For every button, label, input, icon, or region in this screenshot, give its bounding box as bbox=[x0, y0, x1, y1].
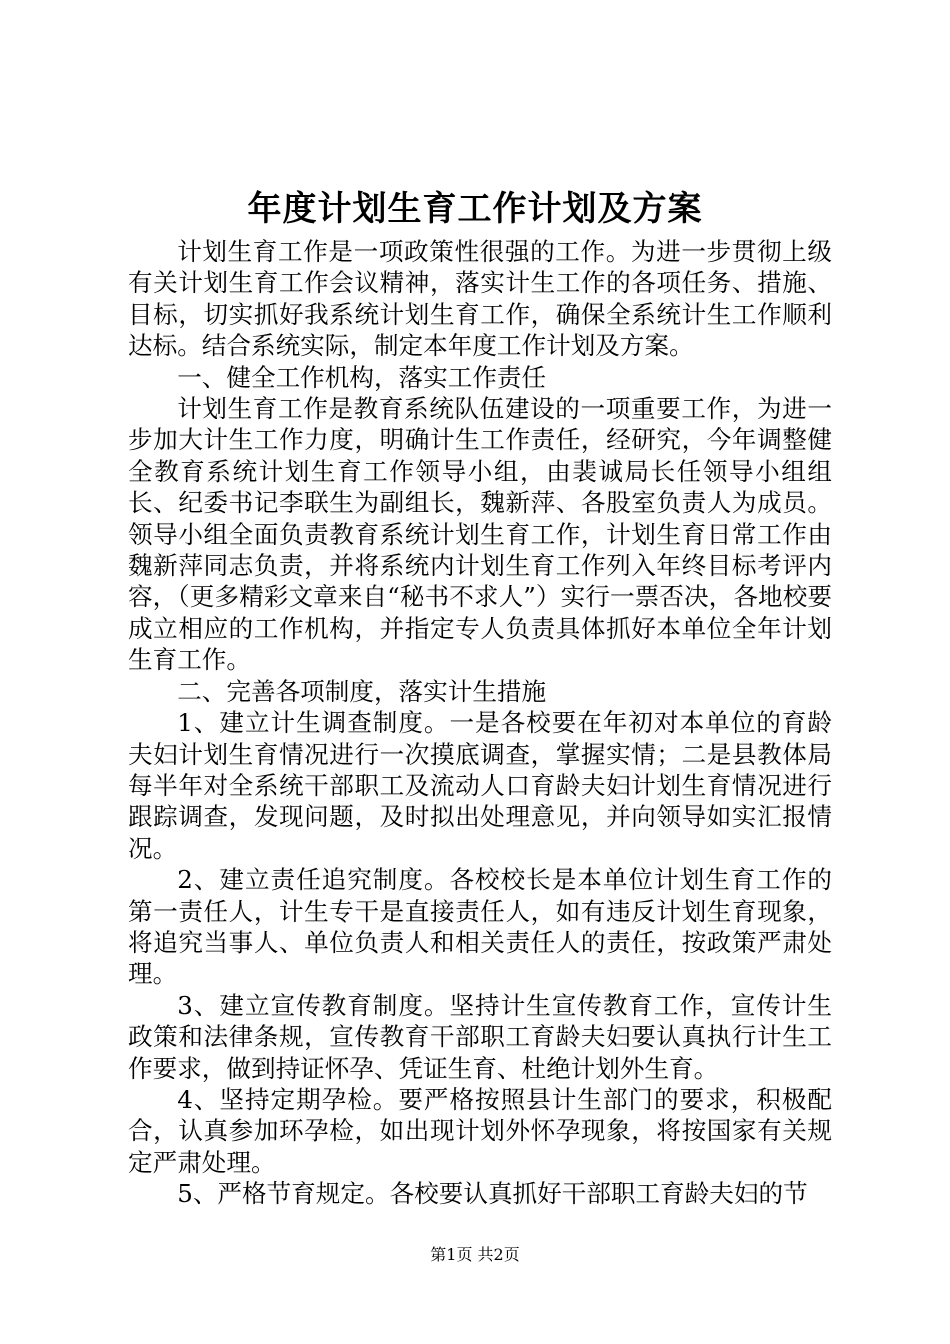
document-body bbox=[128, 236, 832, 1210]
page-footer: 第1页 共2页 bbox=[430, 1245, 520, 1264]
paragraph-section-1: 计划生育工作是教育系统队伍建设的一项重要工作，为进一步加大计生工作力度，明确计生工作责任，经研究，今年调整健全教育系统计划生育工作领导小组，由裴诚局长任领导小组组长、纪委书记李联生为副组长，魏新萍、各股室负责人为成员。领导小组全面负责教育系统计划生育工作，计划生育日常工作由魏新萍同志负责，并将系统内计划生育工作列入年终目标考评内容，（更多精彩文章来自“秘书不求人”）实行一票否决，各地校要成立相应的工作机构，并指定专人负责具体抓好本单位全年计划生育工作。 bbox=[128, 394, 832, 675]
paragraph-intro: 计划生育工作是一项政策性很强的工作。为进一步贯彻上级有关计划生育工作会议精神，落实计生工作的各项任务、措施、目标，切实抓好我系统计划生育工作，确保全系统计生工作顺利达标。结合系统实际，制定本年度工作计划及方案。 bbox=[128, 237, 832, 361]
paragraph-item-2: 2、建立责任追究制度。各校校长是本单位计划生育工作的第一责任人，计生专干是直接责任人，如有违反计划生育现象，将追究当事人、单位负责人和相关责任人的责任，按政策严肃处理。 bbox=[128, 865, 832, 989]
section-heading-1: 一、健全工作机构，落实工作责任 bbox=[177, 362, 547, 392]
paragraph-item-5: 5、严格节育规定。各校要认真抓好干部职工育龄夫妇的节 bbox=[177, 1179, 808, 1209]
paragraph-item-1: 1、建立计生调查制度。一是各校要在年初对本单位的育龄夫妇计划生育情况进行一次摸底调查，掌握实情；二是县教体局每半年对全系统干部职工及流动人口育龄夫妇计划生育情况进行跟踪调查，发现问题，及时拟出处理意见，并向领导如实汇报情况。 bbox=[128, 708, 832, 863]
paragraph-item-3: 3、建立宣传教育制度。坚持计生宣传教育工作，宣传计生政策和法律条规，宣传教育干部职工育龄夫妇要认真执行计生工作要求，做到持证怀孕、凭证生育、杜绝计划外生育。 bbox=[128, 990, 832, 1083]
document-title: 年度计划生育工作计划及方案 bbox=[247, 189, 703, 229]
paragraph-item-4: 4、坚持定期孕检。要严格按照县计生部门的要求，积极配合，认真参加环孕检，如出现计划外怀孕现象，将按国家有关规定严肃处理。 bbox=[128, 1084, 832, 1177]
section-heading-2: 二、完善各项制度，落实计生措施 bbox=[177, 676, 547, 706]
